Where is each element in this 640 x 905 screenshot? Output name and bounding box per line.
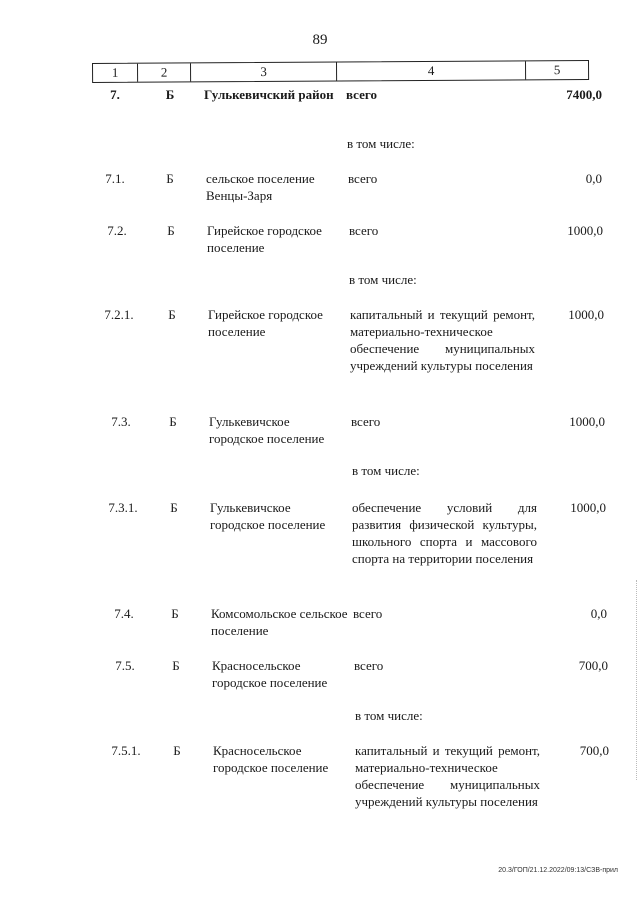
row-number: 7.2. [107, 223, 127, 238]
row-number: 7.5.1. [111, 743, 141, 758]
row-description: обеспечение условий для развития физической культуры, школьного спорта и массового спорта на территории поселения [352, 500, 537, 566]
row-category: Б [173, 743, 181, 758]
footer-stamp: 20.3/ГОП/21.12.2022/09:13/СЗВ-прил [498, 867, 618, 874]
row-description: всего [351, 414, 381, 429]
page-number: 89 [312, 32, 328, 48]
row-description: капитальный и текущий ремонт, материально-техническое обеспечение муниципальных учреждений культуры поселения [355, 743, 540, 809]
row-amount: 7400,0 [566, 87, 602, 102]
header-col-1: 1 [93, 64, 138, 82]
row-category: Б [170, 500, 178, 515]
row-description: всего [353, 606, 383, 621]
row-name: Гирейское городское поселение [207, 223, 322, 255]
header-col-4: 4 [337, 61, 526, 80]
row-name: Гулькевичский район [204, 87, 334, 102]
row-amount: 700,0 [579, 743, 609, 758]
row-amount: 1000,0 [570, 500, 606, 515]
header-col-5: 5 [553, 62, 561, 78]
including-label: в том числе: [347, 136, 415, 151]
row-number: 7.4. [114, 606, 134, 621]
row-category: Б [165, 87, 175, 102]
row-amount: 0,0 [590, 606, 607, 621]
row-description: всего [348, 171, 378, 186]
row-amount: 1000,0 [567, 223, 603, 238]
row-name: Гулькевичское городское поселение [210, 500, 326, 532]
row-description: всего [346, 87, 377, 102]
row-name: Гирейское городское поселение [208, 307, 323, 339]
row-category: Б [168, 307, 176, 322]
row-name: Красносельское городское поселение [213, 743, 329, 775]
row-category: Б [166, 171, 174, 186]
header-col-2: 2 [138, 63, 191, 81]
row-number: 7.2.1. [104, 307, 134, 322]
including-label: в том числе: [355, 708, 423, 723]
row-number: 7. [110, 87, 120, 102]
row-category: Б [171, 606, 179, 621]
row-name: Гулькевичское городское поселение [209, 414, 325, 446]
row-number: 7.1. [105, 171, 125, 186]
row-number: 7.3.1. [108, 500, 138, 515]
row-name: Красносельское городское поселение [212, 658, 328, 690]
including-label: в том числе: [349, 272, 417, 287]
row-category: Б [169, 414, 177, 429]
row-description: капитальный и текущий ремонт, материально-техническое обеспечение муниципальных учреждений культуры поселения [350, 307, 535, 373]
row-category: Б [167, 223, 175, 238]
row-name: сельское поселение Венцы-Заря [206, 171, 315, 203]
table-header-row [92, 60, 589, 83]
including-label: в том числе: [352, 463, 420, 478]
row-amount: 0,0 [585, 171, 602, 186]
row-amount: 1000,0 [568, 307, 604, 322]
header-col-3: 3 [191, 63, 337, 82]
row-amount: 700,0 [578, 658, 608, 673]
row-number: 7.3. [111, 414, 131, 429]
row-number: 7.5. [115, 658, 135, 673]
scan-edge-artifact [635, 580, 637, 780]
row-category: Б [172, 658, 180, 673]
row-name: Комсомольское сельское поселение [211, 606, 348, 638]
row-description: всего [354, 658, 384, 673]
row-amount: 1000,0 [569, 414, 605, 429]
row-description: всего [349, 223, 379, 238]
